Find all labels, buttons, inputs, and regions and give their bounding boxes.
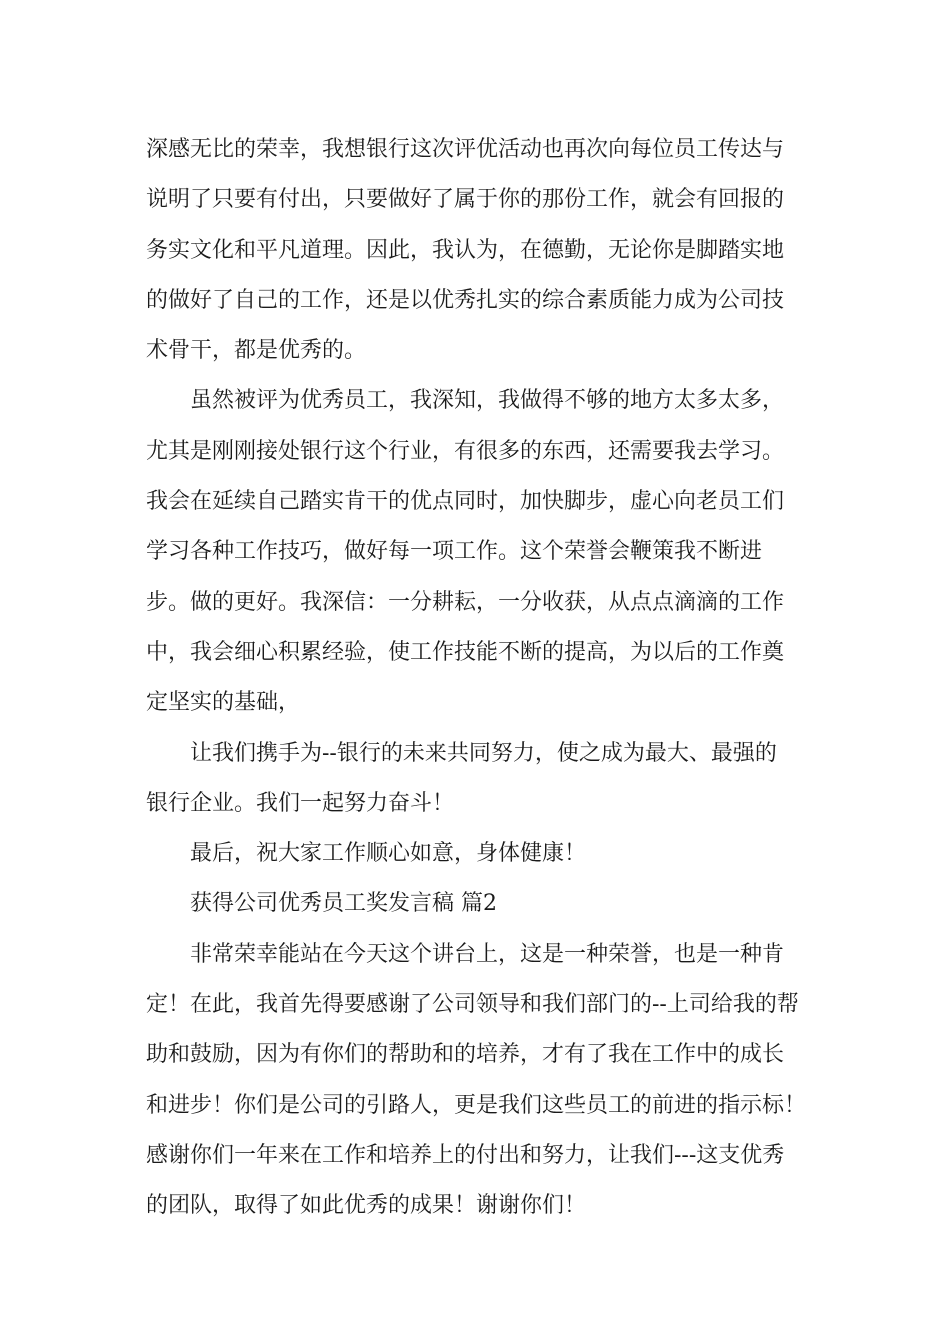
paragraph-line: 最后，祝大家工作顺心如意，身体健康！ — [190, 841, 587, 867]
document-body — [146, 125, 810, 1232]
paragraph-line: 感谢你们一年来在工作和培养上的付出和努力，让我们---这支优秀 — [146, 1142, 785, 1168]
paragraph-line: 定！在此，我首先得要感谢了公司领导和我们部门的--上司给我的帮 — [146, 992, 799, 1018]
paragraph-line: 的做好了自己的工作，还是以优秀扎实的综合素质能力成为公司技 — [146, 287, 785, 313]
paragraph-line: 深感无比的荣幸，我想银行这次评优活动也再次向每位员工传达与 — [146, 137, 785, 162]
paragraph-line: 定坚实的基础， — [146, 690, 301, 716]
paragraph-line: 的团队，取得了如此优秀的成果！谢谢你们！ — [146, 1193, 587, 1219]
paragraph-line: 尤其是刚刚接处银行这个行业，有很多的东西，还需要我去学习。 — [146, 438, 785, 464]
paragraph-line: 银行企业。我们一起努力奋斗！ — [146, 790, 455, 816]
paragraph-line: 助和鼓励，因为有你们的帮助和的培养，才有了我在工作中的成长 — [146, 1042, 785, 1068]
paragraph-line: 步。做的更好。我深信：一分耕耘，一分收获，从点点滴滴的工作 — [146, 589, 785, 615]
paragraph-line: 术骨干，都是优秀的。 — [146, 338, 367, 364]
paragraph-line: 务实文化和平凡道理。因此，我认为，在德勤，无论你是脚踏实地 — [146, 237, 785, 263]
paragraph-line: 和进步！你们是公司的引路人，更是我们这些员工的前进的指示标！ — [146, 1092, 807, 1118]
paragraph-line: 我会在延续自己踏实肯干的优点同时，加快脚步，虚心向老员工们 — [146, 489, 785, 515]
paragraph-line: 说明了只要有付出，只要做好了属于你的那份工作，就会有回报的 — [146, 187, 785, 213]
paragraph-line: 虽然被评为优秀员工，我深知，我做得不够的地方太多太多， — [190, 388, 785, 414]
paragraph-line: 非常荣幸能站在今天这个讲台上，这是一种荣誉，也是一种肯 — [190, 941, 785, 967]
paragraph-line: 让我们携手为--银行的未来共同努力，使之成为最大、最强的 — [190, 740, 777, 766]
paragraph-line: 中，我会细心积累经验，使工作技能不断的提高，为以后的工作奠 — [146, 639, 785, 665]
section-heading: 获得公司优秀员工奖发言稿 篇2 — [190, 891, 497, 917]
paragraph-line: 学习各种工作技巧，做好每一项工作。这个荣誉会鞭策我不断进 — [146, 539, 763, 565]
